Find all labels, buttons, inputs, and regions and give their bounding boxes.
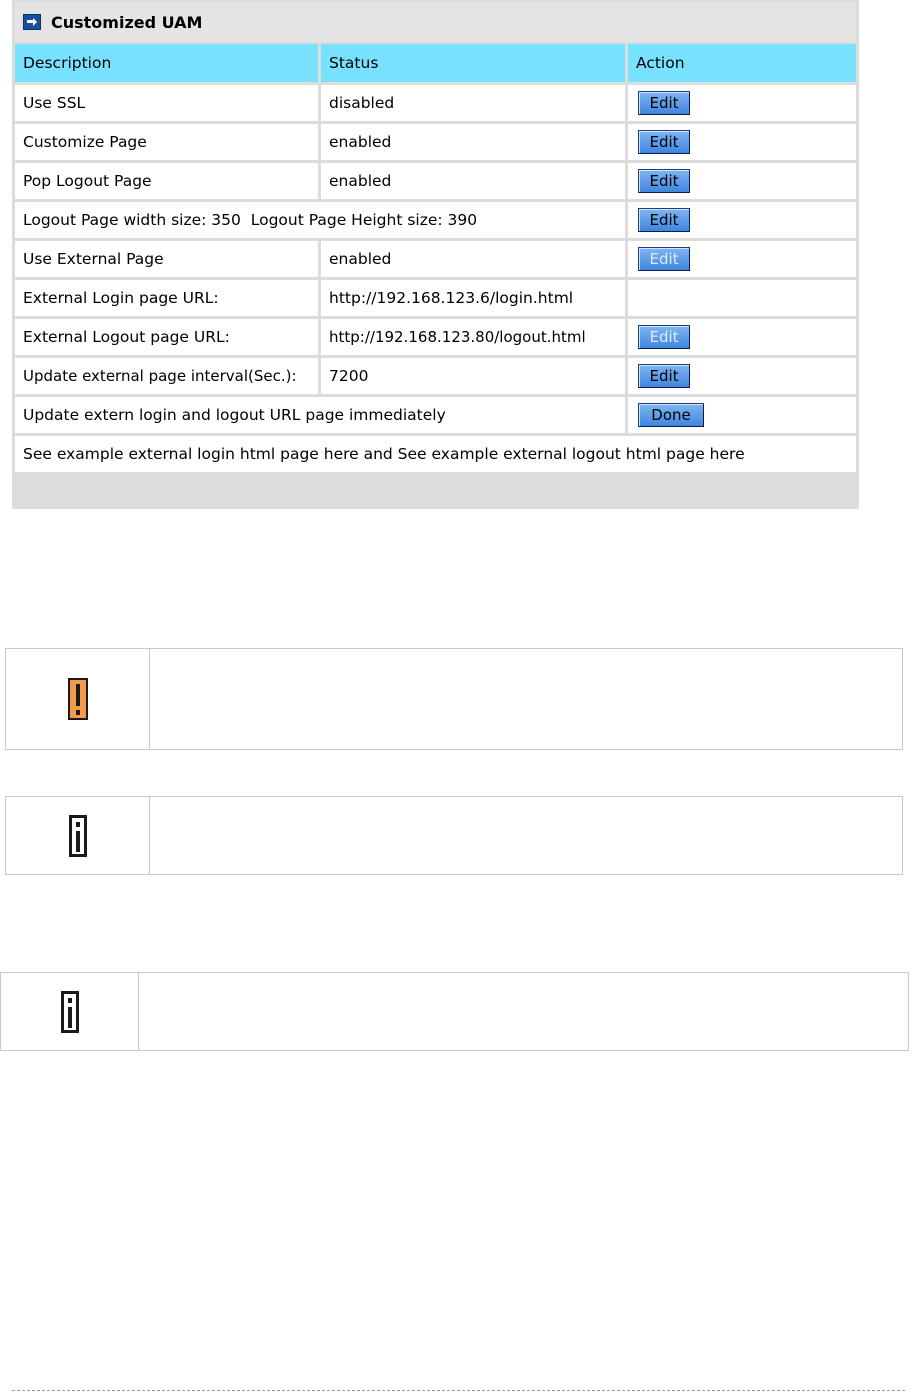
row-status: http://192.168.123.6/login.html (321, 280, 625, 316)
row-description: Use SSL (15, 85, 318, 121)
table-row (15, 124, 856, 160)
customized-uam-panel (12, 0, 859, 509)
table-row (15, 241, 856, 277)
row-status: disabled (321, 85, 625, 121)
row-description: Update external page interval(Sec.): (15, 358, 318, 394)
edit-ssl-button[interactable]: Edit (638, 91, 690, 115)
row-description: Use External Page (15, 241, 318, 277)
row-action (628, 241, 856, 277)
row-description: Update extern login and logout URL page immediately (15, 397, 625, 433)
panel-title-bar (15, 2, 856, 42)
row-status: 7200 (321, 358, 625, 394)
table-row (15, 358, 856, 394)
header-description: Description (15, 44, 318, 82)
edit-logout-size-button[interactable]: Edit (638, 208, 690, 232)
table-row (15, 85, 856, 121)
info-icon (69, 815, 87, 857)
examples-text: See example external login html page here and See example external logout html page here (15, 436, 856, 472)
row-action (628, 85, 856, 121)
table-row (15, 397, 856, 433)
info-icon (61, 991, 79, 1033)
row-status: enabled (321, 241, 625, 277)
row-action (628, 202, 856, 238)
page-footer-divider (12, 1390, 905, 1391)
row-description: Customize Page (15, 124, 318, 160)
row-action (628, 124, 856, 160)
done-button[interactable]: Done (638, 403, 704, 427)
table-header-row (15, 44, 856, 82)
row-status: http://192.168.123.80/logout.html (321, 319, 625, 355)
row-action-empty (628, 280, 856, 316)
row-description: Pop Logout Page (15, 163, 318, 199)
edit-pop-logout-button[interactable]: Edit (638, 169, 690, 193)
row-action (628, 358, 856, 394)
row-description: External Logout page URL: (15, 319, 318, 355)
arrow-box-icon (23, 14, 41, 30)
table-row (15, 280, 856, 316)
panel-title: Customized UAM (51, 12, 203, 32)
row-description: Logout Page width size: 350 Logout Page Height size: 390 (15, 202, 625, 238)
info-icon-cell-2 (1, 973, 139, 1050)
edit-interval-button[interactable]: Edit (638, 364, 690, 388)
info-note-body (150, 797, 902, 874)
table-footer-row (15, 436, 856, 472)
warning-note-box (5, 648, 903, 750)
row-description: External Login page URL: (15, 280, 318, 316)
table-row (15, 319, 856, 355)
row-action (628, 397, 856, 433)
row-action (628, 319, 856, 355)
row-status: enabled (321, 124, 625, 160)
info-note-box-2 (0, 972, 909, 1051)
warning-exclamation-icon (68, 678, 88, 720)
row-action (628, 163, 856, 199)
info-icon-cell (6, 797, 150, 874)
table-row (15, 163, 856, 199)
edit-customize-page-button[interactable]: Edit (638, 130, 690, 154)
info-note-box (5, 796, 903, 875)
info-note-body-2 (139, 973, 908, 1050)
header-action: Action (628, 44, 856, 82)
edit-external-page-button[interactable]: Edit (638, 247, 690, 271)
header-status: Status (321, 44, 625, 82)
uam-settings-table (12, 41, 859, 475)
row-status: enabled (321, 163, 625, 199)
table-row (15, 202, 856, 238)
warning-icon-cell (6, 649, 150, 749)
warning-note-body (150, 649, 902, 749)
edit-logout-url-button[interactable]: Edit (638, 325, 690, 349)
